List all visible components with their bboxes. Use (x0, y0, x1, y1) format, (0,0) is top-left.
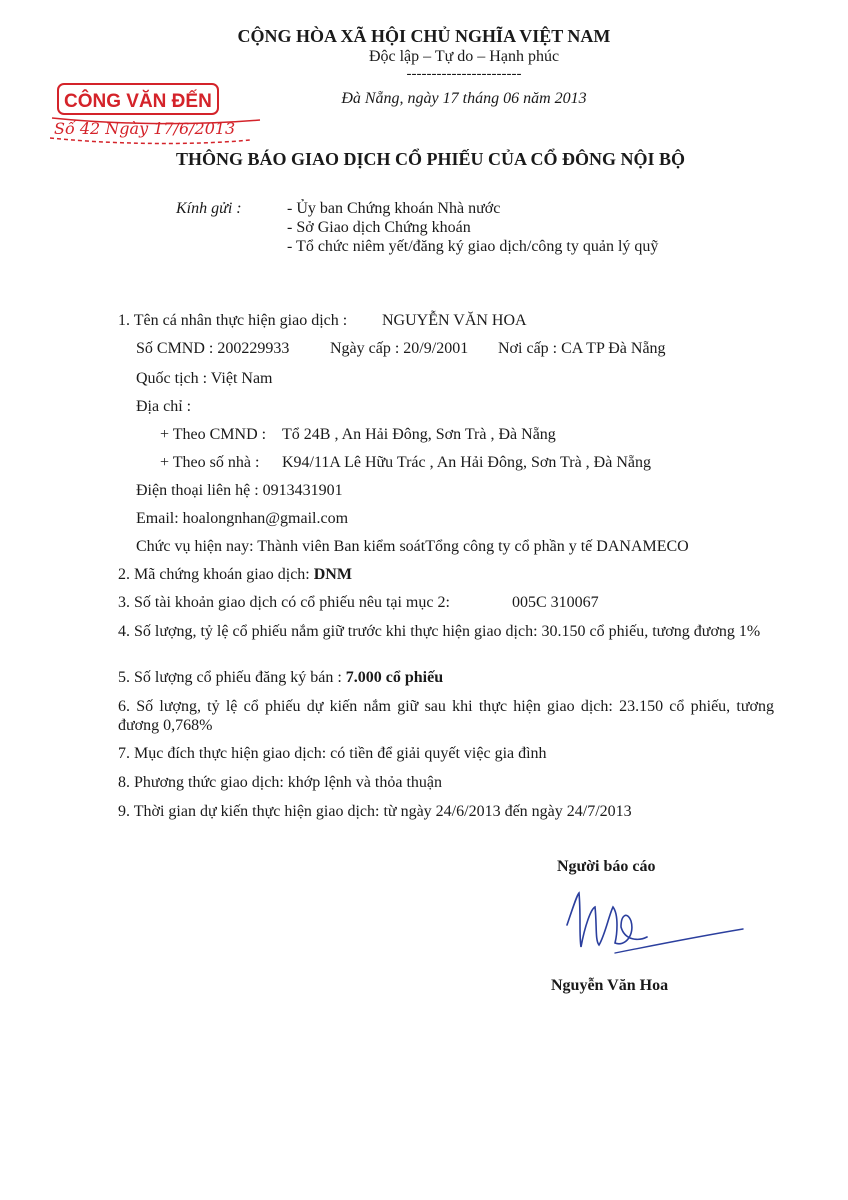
incoming-document-stamp (50, 80, 270, 150)
handwritten-signature (555, 885, 745, 965)
position: Chức vụ hiện nay: Thành viên Ban kiểm soátTổng công ty cổ phần y tế DANAMECO (136, 538, 689, 555)
recipient-item: - Sở Giao dịch Chứng khoán (287, 219, 471, 236)
address-house: K94/11A Lê Hữu Trác , An Hải Đông, Sơn Trà , Đà Nẵng (282, 454, 651, 471)
shares-to-sell: 7.000 cổ phiếu (345, 669, 444, 686)
id-number: Số CMND : 200229933 (136, 340, 290, 357)
address-label: Địa chỉ : (136, 398, 192, 415)
recipients-label: Kính gửi : (176, 200, 242, 217)
item-6: 6. Số lượng, tỷ lệ cổ phiếu dự kiến nắm giữ sau khi thực hiện giao dịch: 23.150 cổ phiếu, tương đương 0,768% (118, 698, 774, 734)
id-issue-date: Ngày cấp : 20/9/2001 (330, 340, 469, 357)
place-date: Đà Nẵng, ngày 17 tháng 06 năm 2013 (341, 90, 587, 107)
country-heading: CỘNG HÒA XÃ HỘI CHỦ NGHĨA VIỆT NAM (237, 26, 611, 46)
document-title: THÔNG BÁO GIAO DỊCH CỔ PHIẾU CỦA CỔ ĐÔNG NỘI BỘ (176, 149, 686, 169)
header-divider: ----------------------- (406, 66, 522, 82)
signer-name: Nguyễn Văn Hoa (551, 977, 669, 994)
person-name: NGUYỄN VĂN HOA (382, 312, 527, 329)
item-2 (118, 566, 352, 584)
recipient-item: - Tổ chức niêm yết/đăng ký giao dịch/công ty quản lý quỹ (287, 238, 659, 255)
trading-account: 005C 310067 (512, 594, 599, 611)
nationality: Quốc tịch : Việt Nam (136, 370, 273, 387)
item-8: 8. Phương thức giao dịch: khớp lệnh và thỏa thuận (118, 774, 442, 791)
email: Email: hoalongnhan@gmail.com (136, 510, 349, 527)
item-5-label: 5. Số lượng cổ phiếu đăng ký bán : (118, 669, 346, 686)
address-cmnd: Tổ 24B , An Hải Đông, Sơn Trà , Đà Nẵng (282, 426, 556, 443)
signature-title: Người báo cáo (557, 858, 656, 875)
stock-code: DNM (313, 566, 352, 583)
id-issue-place: Nơi cấp : CA TP Đà Nẵng (498, 340, 666, 357)
item-2-label: 2. Mã chứng khoán giao dịch: (118, 566, 314, 583)
recipient-item: - Ủy ban Chứng khoán Nhà nước (287, 200, 501, 217)
item-7: 7. Mục đích thực hiện giao dịch: có tiền để giải quyết việc gia đình (118, 745, 547, 762)
address-cmnd-label: + Theo CMND : (160, 426, 267, 443)
stamp-handwritten: Số 42 Ngày 17/6/2013 (54, 119, 236, 138)
item-5 (118, 669, 443, 687)
item-4: 4. Số lượng, tỷ lệ cổ phiếu nắm giữ trước khi thực hiện giao dịch: 30.150 cổ phiếu, tương đương 1% (118, 623, 761, 640)
address-house-label: + Theo số nhà : (160, 454, 260, 471)
item-3-label: 3. Số tài khoản giao dịch có cổ phiếu nêu tại mục 2: (118, 594, 450, 611)
phone: Điện thoại liên hệ : 0913431901 (136, 482, 343, 499)
person-name-label: 1. Tên cá nhân thực hiện giao dịch : (118, 312, 348, 329)
motto: Độc lập – Tự do – Hạnh phúc (368, 48, 560, 65)
item-9: 9. Thời gian dự kiến thực hiện giao dịch: từ ngày 24/6/2013 đến ngày 24/7/2013 (118, 803, 632, 820)
stamp-title: CÔNG VĂN ĐẾN (64, 91, 212, 112)
